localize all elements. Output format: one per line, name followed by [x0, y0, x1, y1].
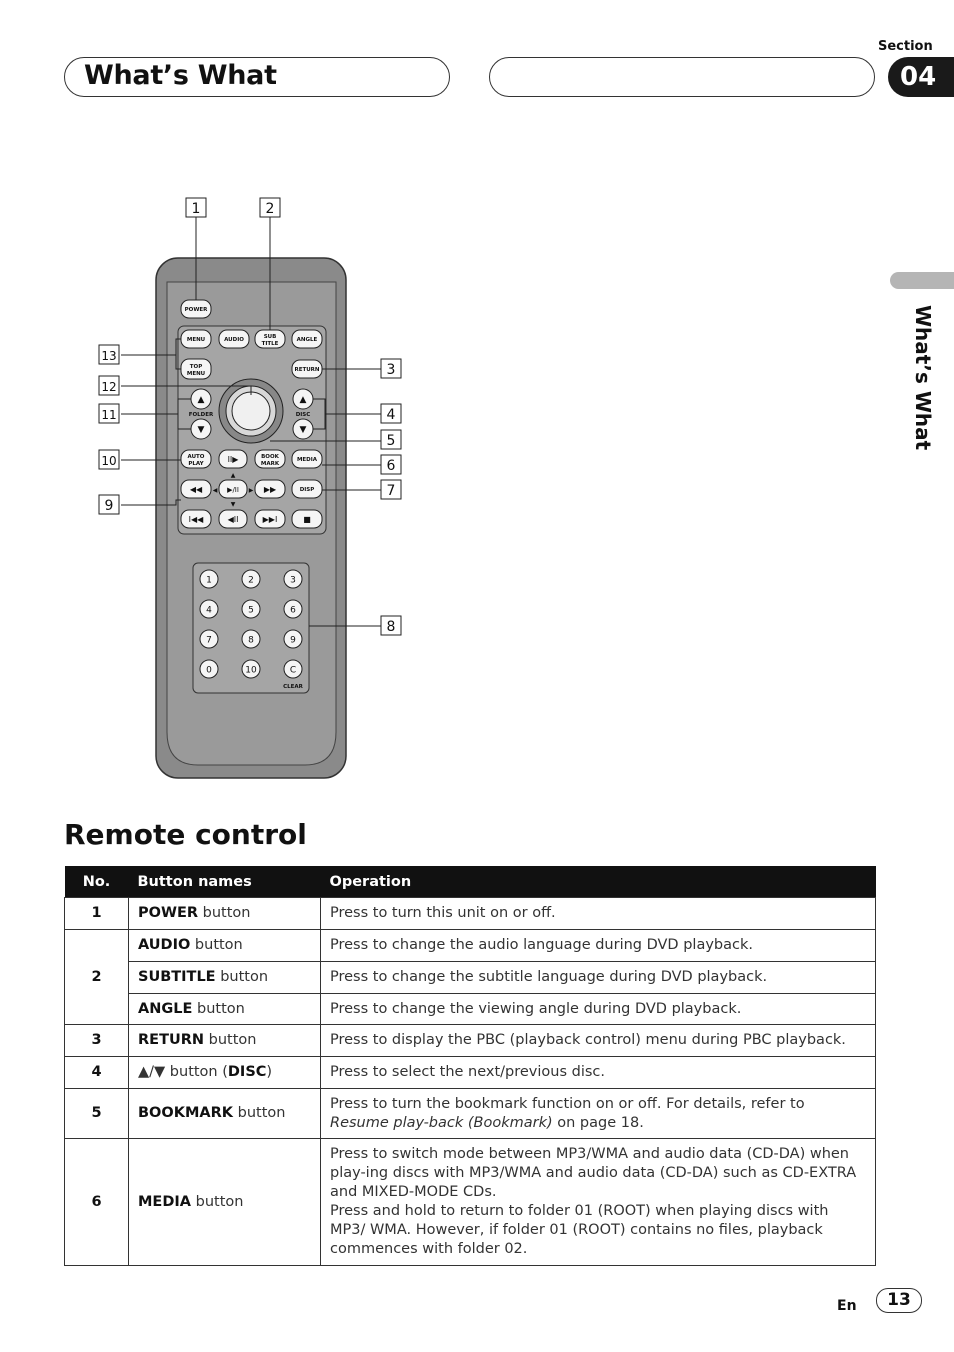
nav-up-icon: ▲ [230, 472, 236, 479]
row-number: 4 [65, 1057, 129, 1089]
row-number: 1 [65, 898, 129, 930]
keypad-label: 0 [206, 665, 212, 676]
keypad-label: 9 [290, 635, 296, 646]
callout-number: 9 [104, 498, 114, 514]
button-name: BOOKMARK button [129, 1089, 321, 1139]
stop-icon: ■ [303, 515, 311, 524]
keypad-label: 10 [245, 665, 257, 676]
subtitle-label-2: TITLE [261, 341, 279, 347]
header-operation: Operation [321, 866, 876, 898]
header-no: No. [65, 866, 129, 898]
callout-number: 2 [265, 201, 275, 217]
keypad-label: 2 [248, 575, 254, 586]
media-button-label: MEDIA [296, 457, 318, 463]
button-name: AUDIO button [129, 930, 321, 962]
callout-number: 4 [386, 407, 396, 423]
folder-down-icon: ▼ [197, 425, 205, 435]
operation-text: Press to select the next/previous disc. [321, 1057, 876, 1089]
nav-left-icon: ◀ [212, 487, 218, 494]
callout-number: 11 [101, 408, 117, 422]
button-name: RETURN button [129, 1025, 321, 1057]
operations-table [64, 866, 876, 1266]
operation-text: Press to display the PBC (playback control) menu during PBC playback. [321, 1025, 876, 1057]
section-title: Remote control [64, 818, 307, 851]
language-label: En [837, 1298, 857, 1314]
bookmark-label-2: MARK [260, 461, 280, 467]
page-number: 13 [876, 1288, 922, 1313]
step-icon: II▶ [227, 455, 239, 464]
top-menu-label-2: MENU [186, 371, 206, 377]
disc-up-icon: ▲ [299, 395, 307, 405]
callout-number: 8 [386, 619, 396, 635]
clear-label: CLEAR [283, 684, 303, 690]
row-number: 6 [65, 1139, 129, 1266]
top-menu-label-1: TOP [189, 364, 203, 370]
auto-play-label-1: AUTO [187, 454, 205, 460]
button-name: POWER button [129, 898, 321, 930]
button-name: MEDIA button [129, 1139, 321, 1266]
menu-button-label: MENU [186, 337, 206, 343]
callout-number: 10 [101, 454, 117, 468]
play-pause-icon: ▶/II [227, 486, 239, 494]
return-button-label: RETURN [294, 367, 320, 373]
table-row [65, 1057, 876, 1089]
table-row [65, 930, 876, 962]
nav-right-icon: ▶ [248, 487, 254, 494]
folder-up-icon: ▲ [197, 395, 205, 405]
keypad-label: 3 [290, 575, 296, 586]
fast-forward-icon: ▶▶ [263, 485, 277, 494]
table-row [65, 962, 876, 994]
section-number: 04 [888, 57, 954, 97]
fast-reverse-icon: ◀◀ [189, 485, 203, 494]
bookmark-label-1: BOOK [261, 454, 279, 460]
table-row [65, 1089, 876, 1139]
next-icon: ▶▶I [262, 515, 278, 524]
nav-down-icon: ▼ [230, 501, 236, 508]
operation-text: Press to turn the bookmark function on or off. For details, refer to Resume play-back (Bookmark) on page 18. [321, 1089, 876, 1139]
button-name: SUBTITLE button [129, 962, 321, 994]
section-label: Section [878, 39, 933, 54]
keypad-label: C [289, 665, 297, 676]
audio-button-label: AUDIO [224, 337, 244, 343]
auto-play-label-2: PLAY [188, 461, 204, 467]
keypad-label: 6 [290, 605, 296, 616]
keypad-label: 8 [248, 635, 254, 646]
angle-button-label: ANGLE [296, 337, 318, 343]
table-header-row [65, 866, 876, 898]
callout-number: 5 [386, 433, 396, 449]
table-row [65, 1025, 876, 1057]
row-number: 5 [65, 1089, 129, 1139]
table-row [65, 1139, 876, 1266]
operation-text: Press to change the viewing angle during DVD playback. [321, 994, 876, 1025]
button-name: ANGLE button [129, 994, 321, 1025]
subtitle-label-1: SUB [263, 334, 277, 340]
callout-number: 12 [101, 380, 117, 394]
callout-number: 1 [191, 201, 201, 217]
operation-text: Press to change the subtitle language during DVD playback. [321, 962, 876, 994]
folder-label: FOLDER [188, 412, 214, 418]
callout-number: 6 [386, 458, 396, 474]
callout-number: 7 [386, 483, 396, 499]
keypad-label: 4 [206, 605, 212, 616]
table-row [65, 898, 876, 930]
callout-number: 13 [101, 349, 117, 363]
previous-icon: I◀◀ [188, 515, 204, 524]
keypad-label: 5 [248, 605, 254, 616]
row-number: 3 [65, 1025, 129, 1057]
button-name: ▲/▼ button (DISC) [129, 1057, 321, 1089]
callout-number: 3 [386, 362, 396, 378]
side-tab-label: What’s What [911, 305, 935, 451]
disc-label: DISC [295, 412, 311, 418]
table-row [65, 994, 876, 1025]
page-header-title: What’s What [84, 60, 277, 91]
keypad-label: 7 [206, 635, 212, 646]
row-number: 2 [65, 930, 129, 1025]
header-button-names: Button names [129, 866, 321, 898]
power-button-label: POWER [184, 307, 208, 313]
disp-button-label: DISP [299, 487, 315, 493]
disc-down-icon: ▼ [299, 425, 307, 435]
keypad-label: 1 [206, 575, 212, 586]
operation-text: Press to change the audio language during DVD playback. [321, 930, 876, 962]
operation-text: Press to switch mode between MP3/WMA and audio data (CD-DA) when play-ing discs with MP3/WMA and audio data (CD-DA) such as CD-EXTRA and MIXED-MODE CDs. Press and hold to return to folder 01 (ROOT) when playing discs with MP3/ WMA. However, if folder 01 (ROOT) contains no files, playback commences with folder 02. [321, 1139, 876, 1266]
operation-text: Press to turn this unit on or off. [321, 898, 876, 930]
slow-reverse-icon: ◀II [227, 515, 239, 524]
